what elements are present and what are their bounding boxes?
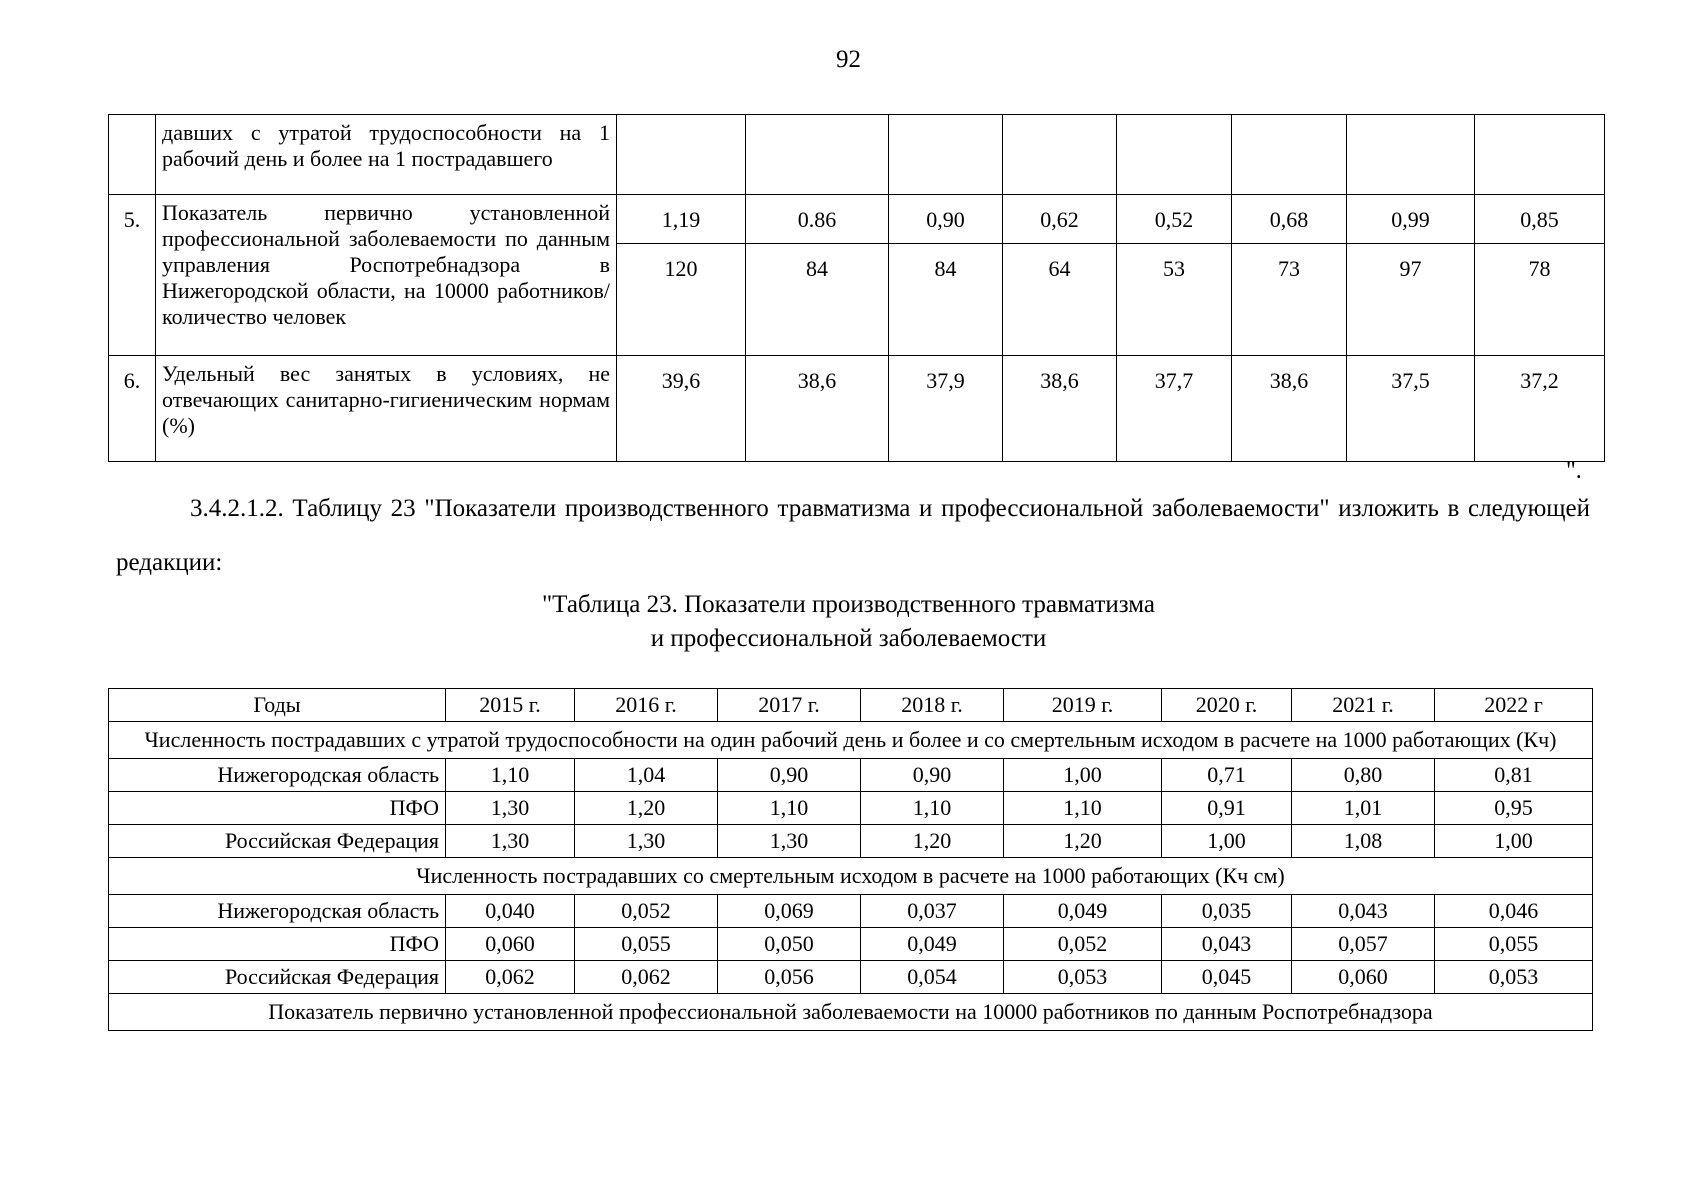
value-cell: 0,056 bbox=[718, 961, 861, 994]
value-cell: 0,050 bbox=[718, 928, 861, 961]
value-cell: 0,90 bbox=[889, 195, 1003, 244]
table-cell bbox=[1475, 115, 1605, 195]
value-cell: 0,81 bbox=[1435, 759, 1593, 792]
value-cell: 0,054 bbox=[861, 961, 1004, 994]
value-cell: 0,062 bbox=[575, 961, 718, 994]
caption-line-2: и профессиональной заболеваемости bbox=[650, 625, 1047, 652]
value-cell: 0.86 bbox=[746, 195, 889, 244]
value-cell: 37,5 bbox=[1347, 356, 1475, 462]
section-title: Численность пострадавших с утратой трудоспособности на один рабочий день и более и со смертельным исходом в расчете на 1000 работающих (Кч) bbox=[109, 722, 1593, 759]
section-title: Показатель первично установленной профессиональной заболеваемости на 10000 работников по данным Роспотребнадзора bbox=[109, 994, 1593, 1031]
table-row bbox=[109, 195, 1605, 244]
column-header: 2021 г. bbox=[1292, 689, 1435, 722]
table-row bbox=[109, 792, 1593, 825]
table-row bbox=[109, 928, 1593, 961]
value-cell: 1,10 bbox=[861, 792, 1004, 825]
value-cell: 1,20 bbox=[861, 825, 1004, 858]
table-row bbox=[109, 825, 1593, 858]
table-caption bbox=[0, 588, 1697, 656]
value-cell: 0,80 bbox=[1292, 759, 1435, 792]
value-cell: 0,053 bbox=[1435, 961, 1593, 994]
value-cell: 0,68 bbox=[1232, 195, 1347, 244]
value-cell: 53 bbox=[1117, 244, 1232, 356]
value-cell: 1,30 bbox=[446, 825, 575, 858]
value-cell: 84 bbox=[889, 244, 1003, 356]
value-cell: 0,91 bbox=[1162, 792, 1292, 825]
value-cell: 0,043 bbox=[1162, 928, 1292, 961]
section-title: Численность пострадавших со смертельным исходом в расчете на 1000 работающих (Кч см) bbox=[109, 858, 1593, 895]
value-cell: 0,043 bbox=[1292, 895, 1435, 928]
value-cell: 0,040 bbox=[446, 895, 575, 928]
row-index: 5. bbox=[109, 195, 156, 356]
value-cell: 1,30 bbox=[446, 792, 575, 825]
value-cell: 1,10 bbox=[1004, 792, 1162, 825]
value-cell: 0,85 bbox=[1475, 195, 1605, 244]
value-cell: 1,30 bbox=[718, 825, 861, 858]
value-cell: 0,053 bbox=[1004, 961, 1162, 994]
injury-statistics-table bbox=[108, 688, 1593, 1031]
value-cell: 120 bbox=[617, 244, 746, 356]
column-header: 2018 г. bbox=[861, 689, 1004, 722]
section-row bbox=[109, 722, 1593, 759]
value-cell: 73 bbox=[1232, 244, 1347, 356]
value-cell: 0,052 bbox=[575, 895, 718, 928]
value-cell: 37,2 bbox=[1475, 356, 1605, 462]
caption-line-1: "Таблица 23. Показатели производственного травматизма bbox=[541, 591, 1156, 618]
value-cell: 0,52 bbox=[1117, 195, 1232, 244]
value-cell: 38,6 bbox=[1003, 356, 1117, 462]
value-cell: 1,01 bbox=[1292, 792, 1435, 825]
value-cell: 0,035 bbox=[1162, 895, 1292, 928]
value-cell: 0,90 bbox=[861, 759, 1004, 792]
value-cell: 1,30 bbox=[575, 825, 718, 858]
value-cell: 1,00 bbox=[1162, 825, 1292, 858]
value-cell: 0,71 bbox=[1162, 759, 1292, 792]
value-cell: 0,90 bbox=[718, 759, 861, 792]
value-cell: 0,049 bbox=[1004, 895, 1162, 928]
region-cell: ПФО bbox=[109, 928, 446, 961]
column-header: 2015 г. bbox=[446, 689, 575, 722]
table-cell bbox=[617, 115, 746, 195]
column-header: 2017 г. bbox=[718, 689, 861, 722]
value-cell: 0,069 bbox=[718, 895, 861, 928]
table-cell bbox=[1003, 115, 1117, 195]
row-index bbox=[109, 115, 156, 195]
table-row bbox=[109, 895, 1593, 928]
value-cell: 1,04 bbox=[575, 759, 718, 792]
column-header: 2019 г. bbox=[1004, 689, 1162, 722]
row-description: Удельный вес занятых в условиях, не отвечающих санитарно-гигиеническим нормам (%) bbox=[156, 356, 617, 462]
page-number: 92 bbox=[836, 46, 861, 73]
column-header: 2016 г. bbox=[575, 689, 718, 722]
value-cell: 1,08 bbox=[1292, 825, 1435, 858]
table-cell bbox=[1232, 115, 1347, 195]
region-cell: ПФО bbox=[109, 792, 446, 825]
column-header: 2020 г. bbox=[1162, 689, 1292, 722]
section-row bbox=[109, 858, 1593, 895]
region-cell: Российская Федерация bbox=[109, 825, 446, 858]
value-cell: 37,9 bbox=[889, 356, 1003, 462]
value-cell: 38,6 bbox=[746, 356, 889, 462]
value-cell: 1,10 bbox=[718, 792, 861, 825]
value-cell: 0,052 bbox=[1004, 928, 1162, 961]
table-cell bbox=[1347, 115, 1475, 195]
table-cell bbox=[889, 115, 1003, 195]
closing-quote: ". bbox=[1566, 458, 1582, 484]
value-cell: 97 bbox=[1347, 244, 1475, 356]
value-cell: 39,6 bbox=[617, 356, 746, 462]
column-header: Годы bbox=[109, 689, 446, 722]
value-cell: 1,10 bbox=[446, 759, 575, 792]
value-cell: 0,057 bbox=[1292, 928, 1435, 961]
table-row bbox=[109, 961, 1593, 994]
value-cell: 0,060 bbox=[1292, 961, 1435, 994]
value-cell: 1,00 bbox=[1435, 825, 1593, 858]
value-cell: 1,20 bbox=[1004, 825, 1162, 858]
value-cell: 64 bbox=[1003, 244, 1117, 356]
row-description: Показатель первично установленной профессиональной заболеваемости по данным управления Роспотребнадзора в Нижегородской области, на 10000 работников/количество человек bbox=[156, 195, 617, 356]
value-cell: 0,055 bbox=[1435, 928, 1593, 961]
table-row bbox=[109, 759, 1593, 792]
column-header: 2022 г bbox=[1435, 689, 1593, 722]
section-row bbox=[109, 994, 1593, 1031]
value-cell: 1,00 bbox=[1004, 759, 1162, 792]
value-cell: 38,6 bbox=[1232, 356, 1347, 462]
region-cell: Российская Федерация bbox=[109, 961, 446, 994]
amendment-paragraph: 3.4.2.1.2. Таблицу 23 "Показатели производственного травматизма и профессиональной заболеваемости" изложить в следующей редакции: bbox=[116, 495, 1590, 576]
value-cell: 1,20 bbox=[575, 792, 718, 825]
row-description: давших с утратой трудоспособности на 1 рабочий день и более на 1 пострадавшего bbox=[156, 115, 617, 195]
value-cell: 0,046 bbox=[1435, 895, 1593, 928]
value-cell: 0,062 bbox=[446, 961, 575, 994]
table-row bbox=[109, 356, 1605, 462]
value-cell: 0,045 bbox=[1162, 961, 1292, 994]
value-cell: 0,037 bbox=[861, 895, 1004, 928]
table-cell bbox=[1117, 115, 1232, 195]
value-cell: 0,060 bbox=[446, 928, 575, 961]
row-index: 6. bbox=[109, 356, 156, 462]
value-cell: 0,049 bbox=[861, 928, 1004, 961]
value-cell: 0,055 bbox=[575, 928, 718, 961]
header-row bbox=[109, 689, 1593, 722]
value-cell: 78 bbox=[1475, 244, 1605, 356]
value-cell: 0,62 bbox=[1003, 195, 1117, 244]
table-cell bbox=[746, 115, 889, 195]
region-cell: Нижегородская область bbox=[109, 895, 446, 928]
value-cell: 37,7 bbox=[1117, 356, 1232, 462]
value-cell: 0,99 bbox=[1347, 195, 1475, 244]
indicators-table-continuation bbox=[108, 114, 1605, 462]
value-cell: 1,19 bbox=[617, 195, 746, 244]
region-cell: Нижегородская область bbox=[109, 759, 446, 792]
table-row bbox=[109, 115, 1605, 195]
value-cell: 0,95 bbox=[1435, 792, 1593, 825]
value-cell: 84 bbox=[746, 244, 889, 356]
